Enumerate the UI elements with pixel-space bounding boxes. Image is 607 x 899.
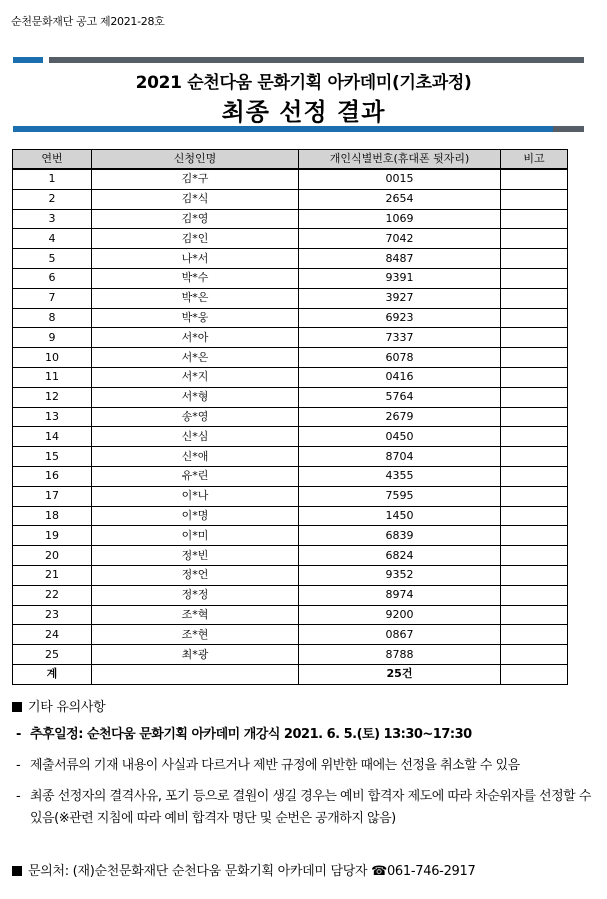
- note-text: 추후일정: 순천다움 문화기획 아카데미 개강식 2021. 6. 5.(토) 13:30~17:30: [30, 727, 472, 742]
- table-row: [13, 486, 568, 506]
- cell-id: 8487: [299, 249, 501, 269]
- cell-note: [501, 387, 568, 407]
- table-row: [13, 348, 568, 368]
- cell-id: 6839: [299, 526, 501, 546]
- cell-no: 20: [13, 546, 92, 566]
- table-row: [13, 645, 568, 665]
- cell-note: [501, 466, 568, 486]
- cell-note: [501, 407, 568, 427]
- notes-heading: [12, 696, 105, 715]
- cell-note: [501, 486, 568, 506]
- table-row: [13, 407, 568, 427]
- total-empty-cell: [92, 664, 299, 684]
- cell-id: 7337: [299, 328, 501, 348]
- cell-no: 12: [13, 387, 92, 407]
- cell-no: 21: [13, 565, 92, 585]
- cell-id: 9352: [299, 565, 501, 585]
- cell-name: 정*빈: [92, 546, 299, 566]
- table-row: [13, 328, 568, 348]
- cell-note: [501, 308, 568, 328]
- cell-note: [501, 189, 568, 209]
- total-row: [13, 664, 568, 684]
- cell-id: 1450: [299, 506, 501, 526]
- cell-name: 박*웅: [92, 308, 299, 328]
- cell-name: 이*미: [92, 526, 299, 546]
- cell-note: [501, 249, 568, 269]
- contact-text: 문의처: (재)순천문화재단 순천다움 문화기획 아카데미 담당자 ☎061-746-2917: [28, 864, 476, 879]
- table-row: [13, 229, 568, 249]
- total-value: 25건: [299, 664, 501, 684]
- dash-bullet: -: [16, 789, 21, 804]
- cell-note: [501, 169, 568, 189]
- cell-no: 13: [13, 407, 92, 427]
- table-row: [13, 288, 568, 308]
- cell-note: [501, 367, 568, 387]
- dash-bullet: -: [16, 758, 21, 773]
- bottom-divider-bar: [13, 126, 584, 132]
- table-row: [13, 209, 568, 229]
- cell-no: 9: [13, 328, 92, 348]
- cell-no: 19: [13, 526, 92, 546]
- cell-note: [501, 605, 568, 625]
- cell-no: 6: [13, 268, 92, 288]
- table-row: [13, 427, 568, 447]
- table-row: [13, 625, 568, 645]
- cell-id: 0450: [299, 427, 501, 447]
- cell-id: 5764: [299, 387, 501, 407]
- cell-no: 2: [13, 189, 92, 209]
- cell-name: 조*혁: [92, 605, 299, 625]
- cell-no: 23: [13, 605, 92, 625]
- column-header-name: 신청인명: [92, 150, 299, 170]
- cell-no: 3: [13, 209, 92, 229]
- square-bullet-icon: [12, 866, 22, 876]
- cell-no: 11: [13, 367, 92, 387]
- cell-id: 0015: [299, 169, 501, 189]
- cell-id: 2654: [299, 189, 501, 209]
- cell-name: 신*애: [92, 447, 299, 467]
- cell-name: 서*은: [92, 348, 299, 368]
- cell-id: 7042: [299, 229, 501, 249]
- cell-no: 4: [13, 229, 92, 249]
- table-row: [13, 506, 568, 526]
- cell-note: [501, 209, 568, 229]
- cell-note: [501, 447, 568, 467]
- cell-note: [501, 268, 568, 288]
- table-row: [13, 367, 568, 387]
- result-table: [12, 149, 568, 685]
- cell-no: 1: [13, 169, 92, 189]
- notes-heading-text: 기타 유의사항: [28, 700, 106, 715]
- cell-name: 신*심: [92, 427, 299, 447]
- cell-name: 송*영: [92, 407, 299, 427]
- table-row: [13, 585, 568, 605]
- table-row: [13, 189, 568, 209]
- cell-name: 나*서: [92, 249, 299, 269]
- cell-no: 22: [13, 585, 92, 605]
- cell-no: 17: [13, 486, 92, 506]
- table-row: [13, 466, 568, 486]
- cell-no: 7: [13, 288, 92, 308]
- cell-note: [501, 348, 568, 368]
- square-bullet-icon: [12, 702, 22, 712]
- table-row: [13, 565, 568, 585]
- notice-number: 순천문화재단 공고 제2021-28호: [11, 15, 165, 28]
- cell-note: [501, 328, 568, 348]
- table-row: [13, 249, 568, 269]
- dash-bullet: -: [16, 727, 21, 742]
- cell-name: 서*지: [92, 367, 299, 387]
- note-item: [16, 786, 596, 830]
- table-row: [13, 268, 568, 288]
- table-row: [13, 526, 568, 546]
- cell-name: 조*현: [92, 625, 299, 645]
- cell-id: 3927: [299, 288, 501, 308]
- cell-no: 5: [13, 249, 92, 269]
- cell-id: 2679: [299, 407, 501, 427]
- cell-note: [501, 288, 568, 308]
- cell-no: 8: [13, 308, 92, 328]
- cell-name: 김*구: [92, 169, 299, 189]
- cell-name: 유*린: [92, 466, 299, 486]
- cell-name: 최*광: [92, 645, 299, 665]
- cell-name: 김*인: [92, 229, 299, 249]
- cell-id: 0416: [299, 367, 501, 387]
- note-text: 최종 선정자의 결격사유, 포기 등으로 결원이 생길 경우는 예비 합격자 제도에 따라 차순위자를 선정할 수 있음(※관련 지침에 따라 예비 합격자 명단 및 순번은 공개하지 않음): [30, 789, 591, 826]
- cell-name: 이*나: [92, 486, 299, 506]
- cell-name: 이*명: [92, 506, 299, 526]
- cell-id: 9200: [299, 605, 501, 625]
- cell-no: 10: [13, 348, 92, 368]
- table-header-row: [13, 150, 568, 170]
- cell-name: 정*정: [92, 585, 299, 605]
- cell-note: [501, 645, 568, 665]
- cell-id: 1069: [299, 209, 501, 229]
- cell-name: 박*은: [92, 288, 299, 308]
- cell-name: 서*형: [92, 387, 299, 407]
- page-subtitle: 최종 선정 결과: [221, 98, 386, 126]
- cell-note: [501, 526, 568, 546]
- cell-id: 6824: [299, 546, 501, 566]
- note-text: 제출서류의 기재 내용이 사실과 다르거나 제반 규정에 위반한 때에는 선정을 취소할 수 있음: [30, 758, 520, 773]
- cell-name: 정*언: [92, 565, 299, 585]
- column-header-no: 연번: [13, 150, 92, 170]
- total-note-cell: [501, 664, 568, 684]
- cell-id: 6078: [299, 348, 501, 368]
- cell-id: 8788: [299, 645, 501, 665]
- cell-note: [501, 427, 568, 447]
- cell-name: 김*식: [92, 189, 299, 209]
- contact-line: [12, 860, 475, 879]
- cell-note: [501, 625, 568, 645]
- cell-no: 24: [13, 625, 92, 645]
- cell-id: 9391: [299, 268, 501, 288]
- note-item: [16, 755, 596, 777]
- note-item: [16, 724, 596, 746]
- cell-no: 16: [13, 466, 92, 486]
- top-divider-bar: [13, 57, 584, 63]
- total-label: 계: [13, 664, 92, 684]
- notes-list: [16, 724, 596, 839]
- page-title: 2021 순천다움 문화기획 아카데미(기초과정): [135, 73, 472, 93]
- cell-id: 4355: [299, 466, 501, 486]
- cell-name: 김*영: [92, 209, 299, 229]
- table-row: [13, 308, 568, 328]
- cell-note: [501, 565, 568, 585]
- table-body: [13, 169, 568, 664]
- cell-id: 0867: [299, 625, 501, 645]
- cell-id: 6923: [299, 308, 501, 328]
- cell-id: 8704: [299, 447, 501, 467]
- cell-note: [501, 229, 568, 249]
- table-row: [13, 546, 568, 566]
- table-row: [13, 387, 568, 407]
- table-row: [13, 169, 568, 189]
- cell-no: 18: [13, 506, 92, 526]
- cell-note: [501, 585, 568, 605]
- cell-note: [501, 546, 568, 566]
- cell-name: 박*수: [92, 268, 299, 288]
- column-header-note: 비고: [501, 150, 568, 170]
- cell-no: 14: [13, 427, 92, 447]
- cell-no: 25: [13, 645, 92, 665]
- cell-id: 8974: [299, 585, 501, 605]
- table-row: [13, 447, 568, 467]
- cell-id: 7595: [299, 486, 501, 506]
- table-row: [13, 605, 568, 625]
- cell-no: 15: [13, 447, 92, 467]
- column-header-id: 개인식별번호(휴대폰 뒷자리): [299, 150, 501, 170]
- cell-name: 서*아: [92, 328, 299, 348]
- cell-note: [501, 506, 568, 526]
